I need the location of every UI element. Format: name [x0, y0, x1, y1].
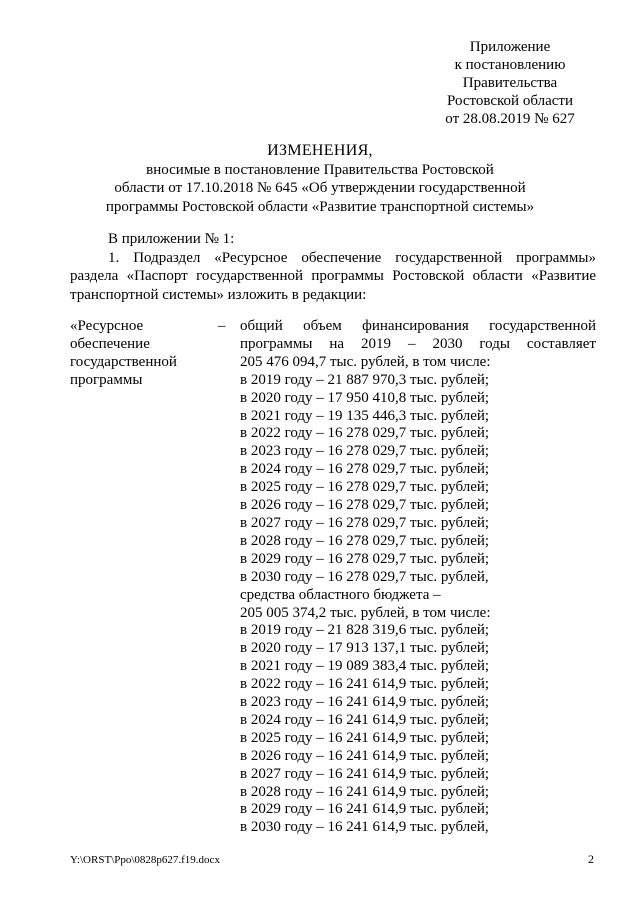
regional-year-line: в 2025 году – 16 241 614,9 тыс. рублей;: [240, 729, 490, 746]
document-title: ИЗМЕНЕНИЯ,: [267, 142, 373, 159]
document-subtitle-line: области от 17.10.2018 № 645 «Об утверждении государственной: [114, 180, 526, 196]
appendix-header: [420, 38, 600, 128]
item-1-line: 1. Подраздел «Ресурсное обеспечение государственной программы»: [108, 249, 596, 266]
regional-budget-line: 205 005 374,2 тыс. рублей, в том числе:: [240, 604, 491, 621]
page-number: 2: [588, 852, 594, 866]
passport-label: [70, 318, 190, 390]
total-year-line: в 2022 году – 16 278 029,7 тыс. рублей;: [240, 425, 490, 442]
regional-year-line: в 2021 году – 19 089 383,4 тыс. рублей;: [240, 658, 490, 675]
total-year-line: в 2025 году – 16 278 029,7 тыс. рублей;: [240, 479, 490, 496]
total-year-line: в 2019 году – 21 887 970,3 тыс. рублей;: [240, 371, 490, 388]
item-1-line: транспортной системы» изложить в редакции:: [70, 286, 367, 303]
total-year-line: в 2028 году – 16 278 029,7 тыс. рублей;: [240, 532, 490, 549]
appendix-reference: В приложении № 1:: [108, 231, 235, 247]
regional-year-line: в 2022 году – 16 241 614,9 тыс. рублей;: [240, 676, 490, 693]
total-year-line: в 2026 году – 16 278 029,7 тыс. рублей;: [240, 497, 490, 514]
document-subtitle-line: вносимые в постановление Правительства Ростовской: [146, 161, 494, 178]
regional-year-line: в 2029 году – 16 241 614,9 тыс. рублей;: [240, 801, 490, 818]
total-funding-line: 205 476 094,7 тыс. рублей, в том числе:: [240, 353, 491, 370]
appendix-line: Приложение: [469, 39, 551, 55]
regional-year-line: в 2019 году – 21 828 319,6 тыс. рублей;: [240, 622, 490, 639]
regional-year-line: в 2020 году – 17 913 137,1 тыс. рублей;: [240, 640, 490, 657]
regional-year-line: в 2028 году – 16 241 614,9 тыс. рублей;: [240, 783, 490, 800]
total-year-line: в 2023 году – 16 278 029,7 тыс. рублей;: [240, 443, 490, 460]
appendix-line: Правительства: [462, 75, 558, 91]
regional-year-line: в 2023 году – 16 241 614,9 тыс. рублей;: [240, 694, 490, 711]
passport-label-line: обеспечение: [70, 335, 150, 352]
regional-budget-line: средства областного бюджета –: [240, 586, 441, 603]
regional-year-line: в 2030 году – 16 241 614,9 тыс. рублей,: [240, 819, 489, 836]
document-subtitle-line: программы Ростовской области «Развитие транспортной системы»: [105, 198, 535, 215]
total-year-line: в 2021 году – 19 135 446,3 тыс. рублей;: [240, 407, 490, 424]
passport-label-line: «Ресурсное: [70, 318, 144, 334]
appendix-line: к постановлению: [454, 57, 566, 73]
regional-year-line: в 2027 году – 16 241 614,9 тыс. рублей;: [240, 765, 490, 782]
passport-label-line: государственной: [70, 353, 177, 370]
appendix-line: от 28.08.2019 № 627: [445, 111, 575, 127]
regional-by-year-list: [240, 622, 596, 837]
passport-label-line: программы: [70, 371, 143, 388]
total-year-line: в 2024 году – 16 278 029,7 тыс. рублей;: [240, 461, 490, 478]
document-title-block: [60, 142, 580, 216]
total-year-line: в 2030 году – 16 278 029,7 тыс. рублей,: [240, 568, 489, 585]
appendix-line: Ростовской области: [447, 93, 573, 109]
total-funding-line: программы на 2019 – 2030 годы составляет: [240, 335, 596, 352]
total-funding-line: общий объем финансирования государственной: [240, 318, 596, 334]
intro-paragraph: [70, 230, 596, 304]
passport-content: [240, 318, 596, 837]
item-1-line: раздела «Паспорт государственной программы Ростовской области «Развитие: [70, 268, 596, 284]
passport-dash: –: [218, 318, 226, 334]
total-by-year-list: [240, 372, 596, 587]
total-year-line: в 2020 году – 17 950 410,8 тыс. рублей;: [240, 389, 490, 406]
total-year-line: в 2029 году – 16 278 029,7 тыс. рублей;: [240, 550, 490, 567]
total-year-line: в 2027 году – 16 278 029,7 тыс. рублей;: [240, 514, 490, 531]
file-path: Y:\ORST\Ppo\0828p627.f19.docx: [70, 854, 220, 866]
regional-year-line: в 2024 году – 16 241 614,9 тыс. рублей;: [240, 711, 490, 728]
regional-year-line: в 2026 году – 16 241 614,9 тыс. рублей;: [240, 747, 490, 764]
